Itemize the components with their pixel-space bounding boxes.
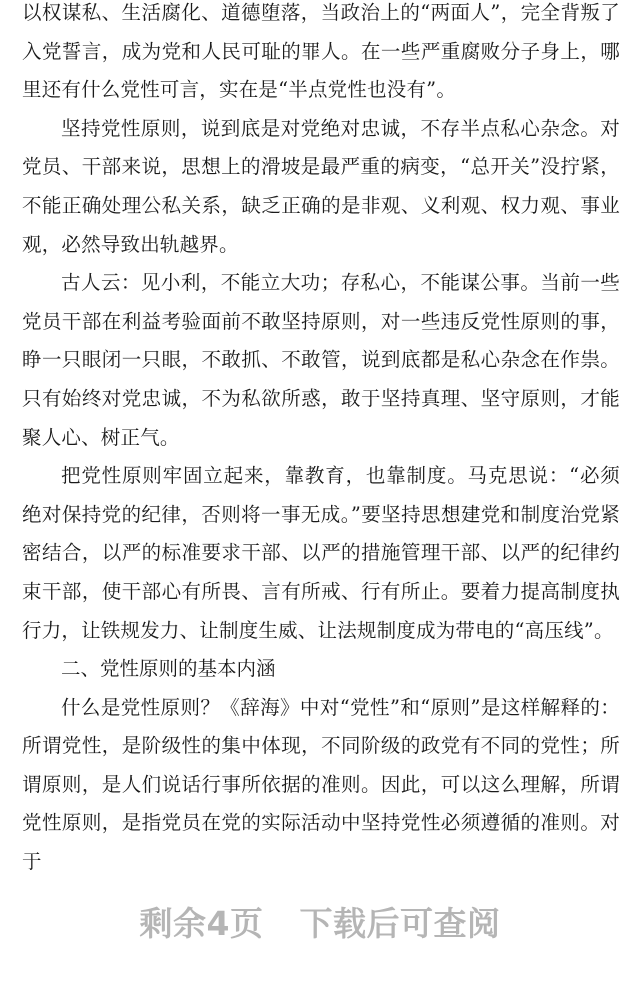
paragraph-2: 坚持党性原则，说到底是对党绝对忠诚，不存半点私心杂念。对党员、干部来说，思想上的滑坡是最严重的病变，“总开关”没拧紧，不能正确处理公私关系，缺乏正确的是非观、义利观、权力观、事业观，必然导致出轨越界。 [22, 116, 620, 256]
download-prompt-label: 下载后可查阅 [299, 904, 501, 943]
paragraph-3: 古人云：见小利，不能立大功；存私心，不能谋公事。当前一些党员干部在利益考验面前不敢坚持原则，对一些违反党性原则的事，睁一只眼闭一只眼，不敢抓、不敢管，说到底都是私心杂念在作祟。只有始终对党忠诚，不为私欲所惑，敢于坚持真理、坚守原则，才能聚人心、树正气。 [22, 271, 620, 449]
paragraph-4: 把党性原则牢固立起来，靠教育，也靠制度。马克思说：“必须绝对保持党的纪律，否则将一事无成。”要坚持思想建党和制度治党紧密结合，以严的标准要求干部、以严的措施管理干部、以严的纪律约束干部，使干部心有所畏、言有所戒、行有所止。要着力提高制度执行力，让铁规发力、让制度生威、让法规制度成为带电的“高压线”。 [22, 464, 620, 642]
remaining-pages-label: 剩余4页 [139, 904, 264, 943]
paragraph-1: 以权谋私、生活腐化、道德堕落，当政治上的“两面人”，完全背叛了入党誓言，成为党和人民可耻的罪人。在一些严重腐败分子身上，哪里还有什么党性可言，实在是“半点党性也没有”。 [22, 1, 620, 102]
download-banner[interactable] [0, 898, 640, 945]
paragraph-5: 什么是党性原则？《辞海》中对“党性”和“原则”是这样解释的：所谓党性，是阶级性的集中体现，不同阶级的政党有不同的党性；所谓原则，是人们说话行事所依据的准则。因此，可以这么理解，所谓党性原则，是指党员在党的实际活动中坚持党性必须遵循的准则。对于 [22, 695, 620, 874]
section-heading: 二、党性原则的基本内涵 [61, 657, 276, 681]
document-body [22, 0, 620, 882]
